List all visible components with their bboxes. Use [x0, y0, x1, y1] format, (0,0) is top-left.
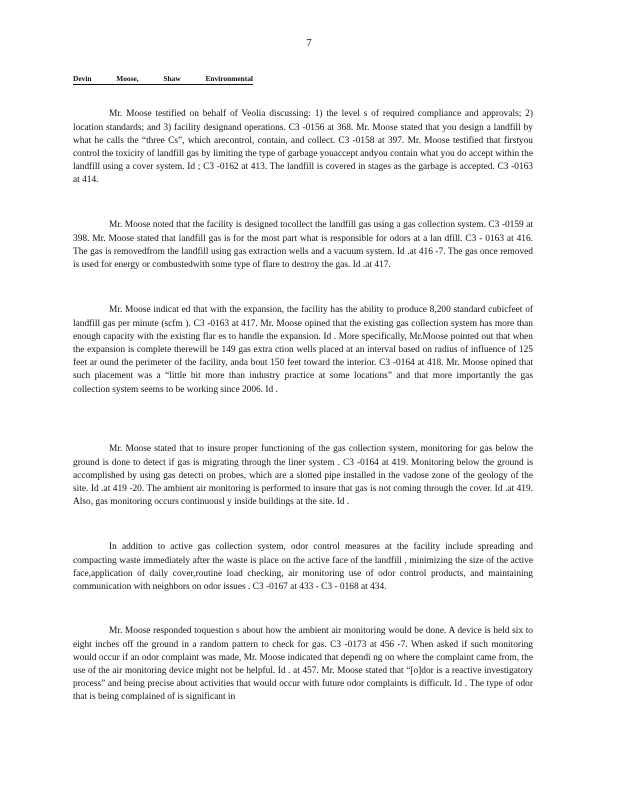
paragraph-5: In addition to active gas collection system, odor control measures at the facility include spreading and compacting waste immediately after the waste is place on the active face of the landfill , minimizing the size of the active face,application of daily cover,routine load checking, air monitoring use of odor control products, and maintaining communication with neighbors on odor issues . C3 -0167 at 433 - C3 - 0168 at 434.	[73, 542, 533, 592]
section-heading	[73, 74, 253, 85]
heading-first-name: Devin	[73, 74, 92, 83]
paragraph-6: Mr. Moose responded toquestion s about how the ambient air monitoring would be done. A device is held six to eight inches off the ground in a random pattern to check for gas. C3 -0173 at 456 -7. When asked if such monitoring would occur if an odor complaint was made, Mr. Moose indicated that dependi ng on where the complaint came from, the use of the air monitoring device might not be helpful. Id . at 457. Mr. Moose stated that “[o]dor is a reactive investigatory process” and being precise about activities that would occur with future odor complaints is difficult. Id . The type of odor that is being complained of is significant in	[73, 626, 533, 703]
heading-org-1: Shaw	[163, 74, 181, 83]
paragraph-2: Mr. Moose noted that the facility is designed tocollect the landfill gas using a gas collection system. C3 -0159 at 398. Mr. Moose stated that landfill gas is for the most part what is responsible for odors at a lan dfill. C3 - 0163 at 416. The gas is removedfrom the landfill using gas extraction wells and a vacuum system. Id .at 416 -7. The gas once removed is used for energy or combustedwith some type of flare to destroy the gas. Id .at 417.	[73, 220, 533, 270]
paragraph-3: Mr. Moose indicat ed that with the expansion, the facility has the ability to produce 8,200 standard cubicfeet of landfill gas per minute (scfm ). C3 -0163 at 417. Mr. Moose opined that the existing gas collection system has more than enough capacity with the existing flar es to handle the expansion. Id . More specifically, Mr.Moose pointed out that when the expansion is complete therewill be 149 gas extra ction wells placed at an interval based on radius of influence of 125 feet ar ound the perimeter of the facility, anda bout 150 feet toward the interior. C3 -0164 at 418. Mr. Moose opined that such placement was a “little bit more than industry practice at some locations” and that more importantly the gas collection system seems to be working since 2006. Id .	[73, 305, 533, 395]
paragraph-1: Mr. Moose testified on behalf of Veolia discussing: 1) the level s of required compliance and approvals; 2) location standards; and 3) facility designand operations. C3 -0156 at 368. Mr. Moose stated that you design a landfill by what he calls the “three Cs”, which arecontrol, contain, and collect. C3 -0158 at 397. Mr. Moose testified that firstyou control the toxicity of landfill gas by limiting the type of garbage youaccept andyou contain what you do accept within the landfill using a cover system. Id ; C3 -0162 at 413. The landfill is covered in stages as the garbage is accepted. C3 -0163 at 414.	[73, 109, 533, 186]
heading-last-name: Moose,	[116, 74, 139, 83]
paragraph-4: Mr. Moose stated that to insure proper functioning of the gas collection system, monitoring for gas below the ground is done to detect if gas is migrating through the liner system . C3 -0164 at 419. Monitoring below the ground is accomplished by using gas detecti on probes, which are a slotted pipe installed in the vadose zone of the geology of the site. Id .at 419 -20. The ambient air monitoring is performed to insure that gas is not coming through the cover. Id .at 419. Also, gas monitoring occurs continuousl y inside buildings at the site. Id .	[73, 444, 533, 508]
page-number: 7	[306, 37, 312, 49]
heading-org-2: Environmental	[205, 74, 253, 83]
